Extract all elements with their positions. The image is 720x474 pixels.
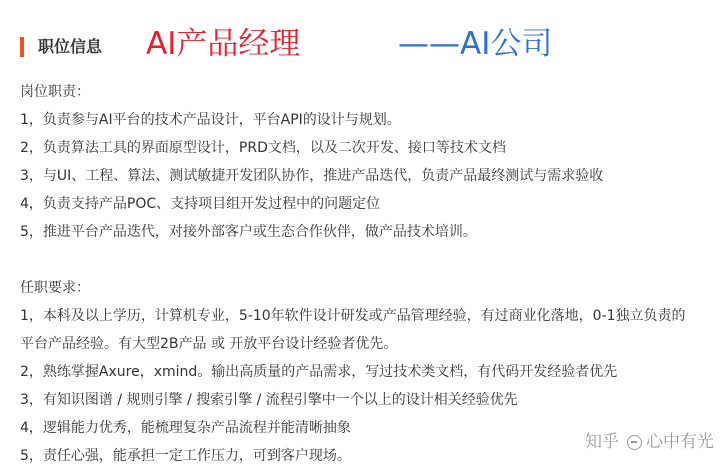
duty-item: 1，负责参与AI平台的技术产品设计，平台API的设计与规划。 [20,112,401,128]
requirements-heading: 任职要求： [20,280,90,296]
watermark-site: 知乎 [585,432,619,452]
duties-heading: 岗位职责： [20,84,90,100]
duty-item: 2，负责算法工具的界面原型设计，PRD文档，以及二次开发、接口等技术文档 [20,140,506,156]
section-title: 职位信息 [38,37,103,56]
requirement-item: 3，有知识图谱 / 规则引擎 / 搜索引擎 / 流程引擎中一个以上的设计相关经验优先 [20,392,518,408]
requirement-item: 1，本科及以上学历，计算机专业，5-10年软件设计研发或产品管理经验，有过商业化落地，0-1独立负责的 [20,308,686,324]
watermark-author: 心中有光 [646,432,714,452]
duty-item: 3，与UI、工程、算法、测试敏捷开发团队协作，推进产品迭代，负责产品最终测试与需求验收 [20,168,604,184]
requirement-item-continued: 平台产品经验。有大型2B产品 或 开放平台设计经验者优先。 [20,336,398,352]
section-header [0,0,720,74]
requirement-item: 4，逻辑能力优秀，能梳理复杂产品流程并能清晰抽象 [20,420,351,436]
requirement-item: 5，责任心强，能承担一定工作压力，可到客户现场。 [20,448,351,464]
annotation-company: ——AI公司 [398,26,553,62]
section-accent-bar [20,37,24,57]
annotation-role: AI产品经理 [146,26,301,62]
duty-item: 4，负责支持产品POC、支持项目组开发过程中的问题定位 [20,196,381,212]
zhihu-watermark [585,430,714,454]
requirement-item: 2，熟练掌握Axure，xmind。输出高质量的产品需求，写过技术类文档，有代码开发经验者优先 [20,364,618,380]
duty-item: 5，推进平台产品迭代，对接外部客户或生态合作伙伴，做产品技术培训。 [20,224,477,240]
user-icon [627,435,642,450]
